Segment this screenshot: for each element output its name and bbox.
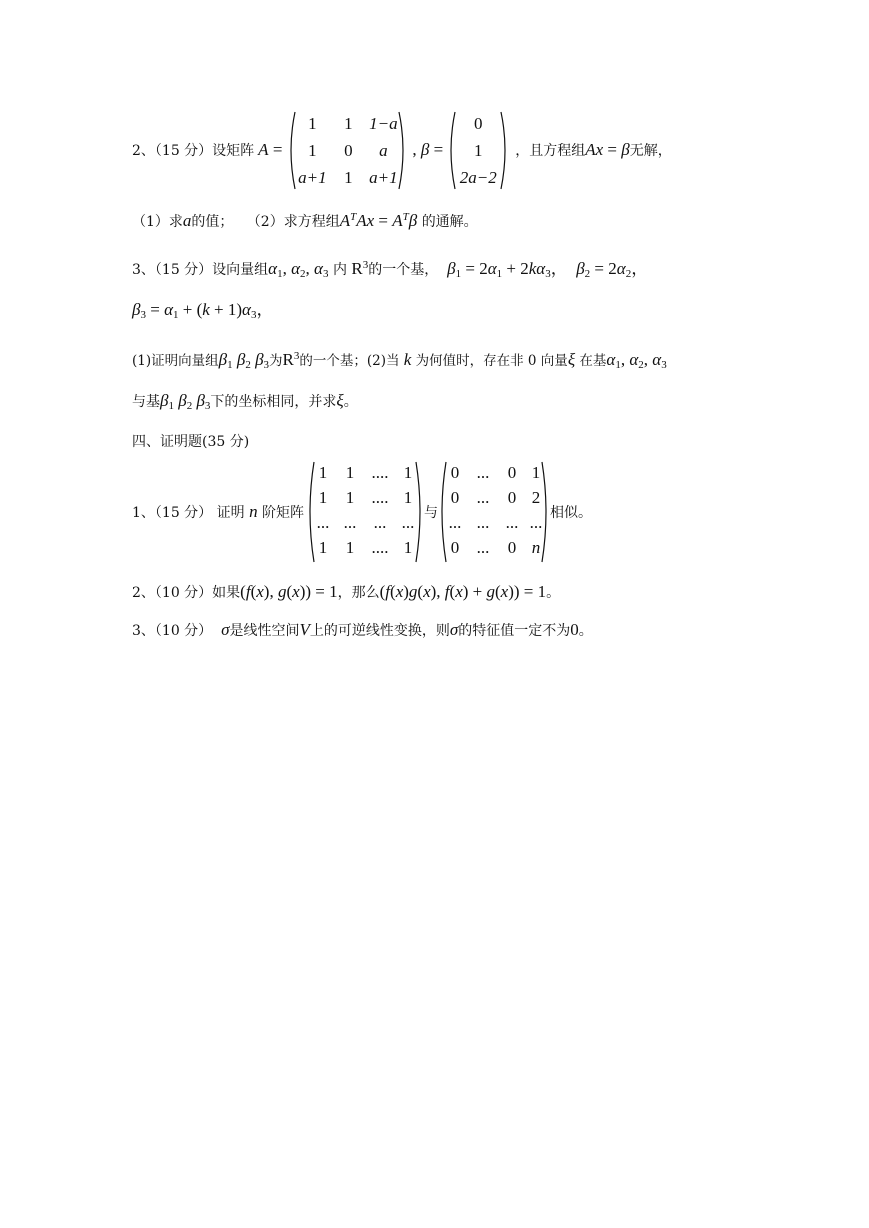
- matrix-M2-brackets: [438, 460, 550, 564]
- q3-l3-a: (1)证明向量组: [132, 353, 219, 369]
- matrix-cell: 2: [531, 488, 541, 507]
- p1-line: 1、（15 分） 证明 n 阶矩阵 1 1 .... 1 1 1 .... 1 ... ... ... ... 1 1 .... 1 与 0 ... 0 1 0 ... 0 2 ... ... ... ... 0 ... 0 n 相似。: [132, 462, 592, 562]
- matrix-cell: ....: [371, 488, 389, 507]
- matrix-cell: ...: [476, 488, 490, 507]
- matrix-cell: 1: [308, 113, 317, 133]
- matrix-M1: [306, 460, 424, 564]
- matrix-cell: 1: [318, 463, 328, 482]
- p3-t1: 是线性空间: [229, 623, 300, 639]
- matrix-cell: 0: [507, 538, 517, 557]
- matrix-cell: a+1: [298, 167, 327, 187]
- matrix-cell: ...: [529, 513, 543, 532]
- p1-yu: 与: [424, 505, 439, 521]
- q3-l3-c: 的一个基；(2)当: [299, 353, 400, 369]
- matrix-cell: 1: [308, 140, 317, 160]
- q3-line1: 3、（15 分）设向量组$\alpha_1$, $\alpha_2$, $\alpha_3$ 内 $R^3$的一个基， $\beta_1 = 2\alpha_1 + 2k\alpha_3$， $\beta_2 = 2\alpha_2$，: [132, 259, 649, 280]
- matrix-cell: ...: [401, 513, 415, 532]
- matrix-cell: 1: [345, 538, 355, 557]
- matrix-cell: ...: [448, 513, 462, 532]
- matrix-cell: a+1: [369, 167, 398, 187]
- matrix-cell: 1: [344, 113, 353, 133]
- matrix-cell: a: [379, 140, 388, 160]
- q3-prefix: 3、（15 分）设向量组: [132, 262, 269, 278]
- q2-part1-tail: 的值；: [191, 214, 234, 230]
- p1-similar: 相似。: [550, 505, 593, 521]
- q3-l3-e: 在基: [579, 353, 607, 369]
- matrix-cell: 1−a: [369, 113, 398, 133]
- matrix-cell: 1: [345, 463, 355, 482]
- p3-zero: 0: [570, 620, 579, 639]
- matrix-cell: 0: [344, 140, 353, 160]
- q2-prefix: 2、（15 分）设矩阵: [132, 143, 255, 159]
- matrix-cell: n: [531, 538, 541, 557]
- q3-l3-b: 为: [269, 353, 283, 369]
- q3-l4-b: 下的坐标相同，并求: [210, 394, 337, 410]
- matrix-cell: 0: [507, 488, 517, 507]
- matrix-cell: 1: [344, 167, 353, 187]
- matrix-cell: 1: [318, 538, 328, 557]
- matrix-cell: 1: [531, 463, 541, 482]
- matrix-cell: ...: [476, 513, 490, 532]
- matrix-cell: 1: [345, 488, 355, 507]
- q2-A-eq: A =: [258, 140, 283, 159]
- matrix-cell: 0: [473, 113, 483, 133]
- q3-line2: $\beta_3 = \alpha_1 + (k + 1)\alpha_3$，: [132, 300, 274, 321]
- q2-equation: Ax = β: [585, 140, 630, 159]
- q3-line4: 与基$\beta_1$ $\beta_2$ $\beta_3$下的坐标相同，并求ξ。: [132, 391, 358, 412]
- q3-line3: (1)证明向量组$\beta_1$ $\beta_2$ $\beta_3$为$R^3$的一个基；(2)当 k 为何值时，存在非 0 向量ξ 在基$\alpha_1$, $\alpha_2$, $\alpha_3$: [132, 350, 667, 371]
- p3-t3: 的特征值一定不为: [458, 623, 571, 639]
- matrix-M1-brackets: [306, 460, 424, 564]
- matrix-cell: 0: [450, 463, 460, 482]
- matrix-cell: 0: [507, 463, 517, 482]
- matrix-cell: ...: [343, 513, 357, 532]
- matrix-cell: ...: [373, 513, 387, 532]
- matrix-cell: ...: [476, 463, 490, 482]
- matrix-beta-brackets: [447, 110, 509, 191]
- q3-l3-d: 为何值时，存在非 0 向量: [415, 353, 568, 369]
- matrix-cell: 2a−2: [459, 167, 497, 187]
- matrix-cell: ....: [371, 538, 389, 557]
- q3-l4-a: 与基: [132, 394, 160, 410]
- matrix-cell: ...: [476, 538, 490, 557]
- matrix-A-brackets: [286, 110, 408, 191]
- q2-no-solution: 无解，: [629, 143, 672, 159]
- q2-part2: （2）求方程组: [246, 214, 340, 230]
- q2-part2-tail: 的通解。: [421, 214, 478, 230]
- matrix-M2: [438, 460, 550, 564]
- matrix-cell: 1: [403, 538, 413, 557]
- q3-period: 。: [343, 394, 358, 410]
- matrix-cell: 1: [403, 463, 413, 482]
- p3-t2: 上的可逆线性变换，则: [309, 623, 450, 639]
- matrix-cell: ....: [371, 463, 389, 482]
- p1-prefix: 1、（15 分） 证明: [132, 505, 245, 521]
- section4-title: 四、证明题(35 分): [132, 434, 250, 450]
- matrix-cell: 1: [473, 140, 483, 160]
- p2-line: 2、（10 分）如果(f(x), g(x)) = 1，那么(f(x)g(x), f(x) + g(x)) = 1。: [132, 582, 561, 601]
- q2-line: [132, 112, 672, 188]
- p2-mid: ，那么: [337, 585, 380, 601]
- matrix-cell: ...: [505, 513, 519, 532]
- q2-parts: （1）求a的值； （2）求方程组$A^TAx = A^T\beta$ 的通解。: [132, 211, 478, 230]
- p3-prefix: 3、（10 分）: [132, 623, 213, 639]
- matrix-cell: 0: [450, 488, 460, 507]
- q2-suffix: ，且方程组: [515, 143, 586, 159]
- q3-basis: 的一个基，: [368, 262, 439, 278]
- q2-beta-eq: , β =: [412, 140, 444, 159]
- matrix-A: [286, 110, 408, 191]
- q2-part1: （1）求: [132, 214, 183, 230]
- matrix-cell: ...: [316, 513, 330, 532]
- p1-n-order: 阶矩阵: [262, 505, 305, 521]
- p3-end: 。: [578, 623, 593, 639]
- matrix-beta: [447, 110, 509, 191]
- matrix-cell: 0: [450, 538, 460, 557]
- matrix-cell: 1: [403, 488, 413, 507]
- p2-prefix: 2、（10 分）如果: [132, 585, 241, 601]
- p3-line: 3、（10 分） σ是线性空间V上的可逆线性变换，则σ的特征值一定不为0。: [132, 620, 593, 639]
- q3-in: 内: [332, 262, 347, 278]
- p2-end: 。: [546, 585, 561, 601]
- matrix-cell: 1: [318, 488, 328, 507]
